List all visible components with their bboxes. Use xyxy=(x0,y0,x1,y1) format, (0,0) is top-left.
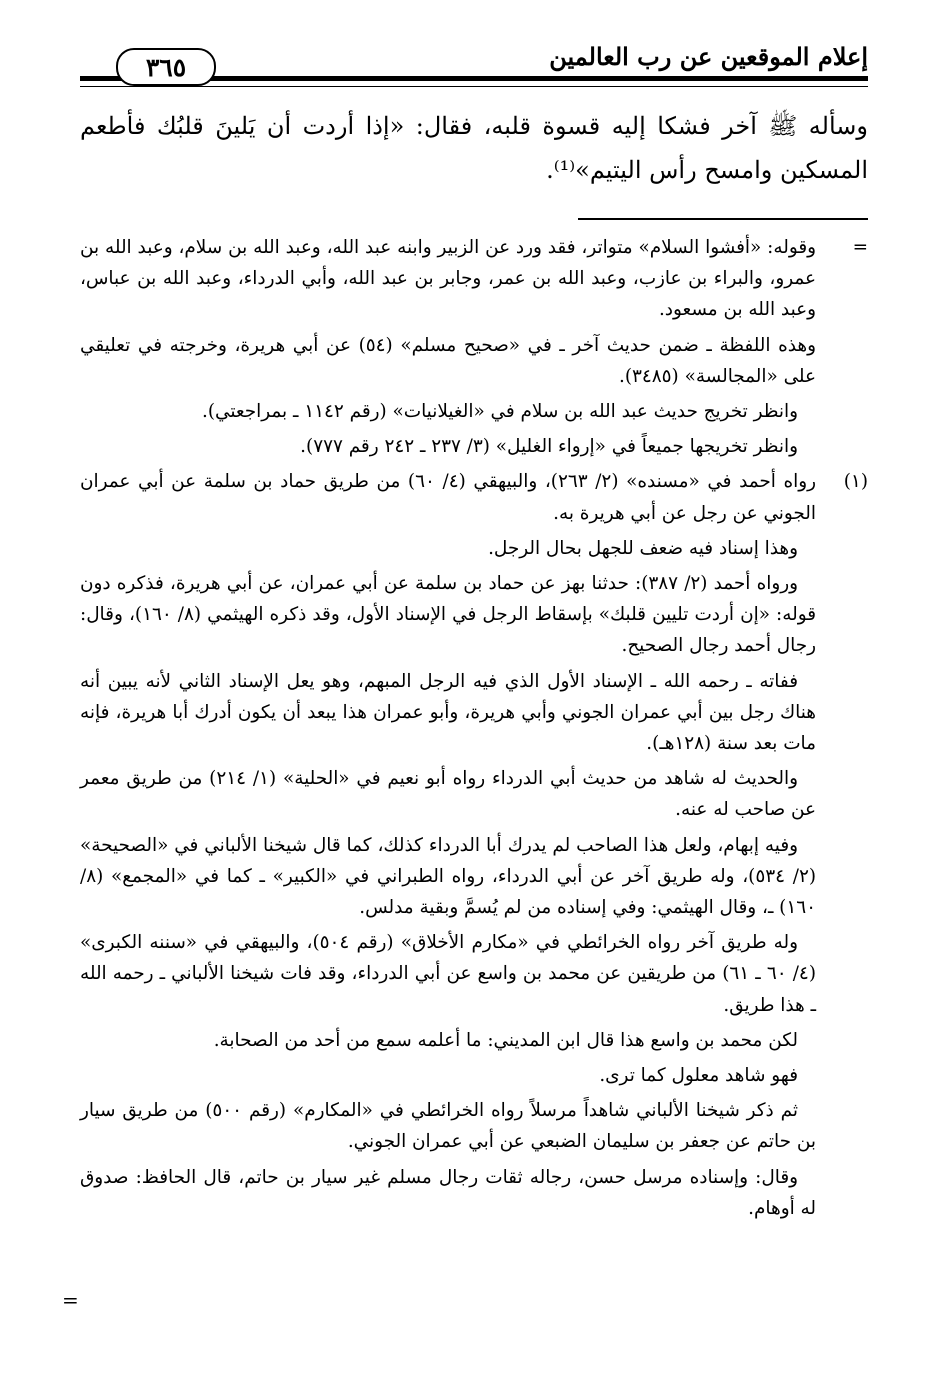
footnote-paragraph xyxy=(80,1095,868,1157)
footnote-paragraph xyxy=(80,568,868,662)
footnote-text: وهذه اللفظة ـ ضمن حديث آخر ـ في «صحيح مسلم» (٥٤) عن أبي هريرة، وخرجته في تعليقي على «المجالسة» (٣٤٨٥). xyxy=(80,334,817,387)
footnote-paragraph xyxy=(80,666,868,760)
footnote-paragraph xyxy=(80,431,868,462)
footnote-text: وانظر تخريج حديث عبد الله بن سلام في «الغيلانيات» (رقم ١١٤٢ ـ بمراجعتي). xyxy=(201,401,798,423)
footnote-text: وهذا إسناد فيه ضعف للجهل بحال الرجل. xyxy=(488,537,798,559)
footnote-paragraph xyxy=(80,830,868,924)
footnote-paragraph xyxy=(80,533,868,564)
page-number: ٣٦٥ xyxy=(116,48,216,86)
bottom-continuation-mark: = xyxy=(62,1288,79,1312)
footnote-paragraph xyxy=(80,1162,868,1224)
footnote-text: وقوله: «أفشوا السلام» متواتر، فقد ورد عن الزبير وابنه عبد الله، وعبد الله بن سلام، وعبد الله بن عمرو، والبراء بن عازب، وعبد الله بن عمر، وجابر بن عبد الله، وأبي الدرداء، وعبد الله بن عباس، وعبد الله بن مسعود. xyxy=(80,237,816,321)
footnote-paragraph xyxy=(80,396,868,427)
footnote-number: (١) xyxy=(843,471,868,493)
footnote-text: لكن محمد بن واسع هذا قال ابن المديني: ما أعلمه سمع من أحد من الصحابة. xyxy=(213,1029,798,1051)
footnote-text: وانظر تخريجها جميعاً في «إرواء الغليل» (٣/ ٢٣٧ ـ ٢٤٢ رقم ٧٧٧). xyxy=(300,436,798,458)
footnote-text: وله طريق آخر رواه الخرائطي في «مكارم الأخلاق» (رقم ٥٠٤)، والبيهقي في «سننه الكبرى» (٤/ ٦٠ ـ ٦١) من طريقين عن محمد بن واسع عن أبي الدرداء، وقد فات شيخنا الألباني ـ رحمه الله ـ هذا طريق. xyxy=(80,932,816,1016)
footnote-paragraph xyxy=(80,466,868,528)
main-text: وسأله ﷺ آخر فشكا إليه قسوة قلبه، فقال: «إذا أردت أن يَلينَ قلبُك فأطعم المسكين وامسح رأس اليتيم»⁽¹⁾. xyxy=(80,112,868,184)
footnote-paragraph xyxy=(80,1060,868,1091)
footnote-text: رواه أحمد في «مسنده» (٢/ ٢٦٣)، والبيهقي (٤/ ٦٠) من طريق حماد بن سلمة عن أبي عمران الجوني عن رجل عن أبي هريرة به. xyxy=(80,471,816,524)
footnote-paragraph xyxy=(80,330,868,392)
running-title: إعلام الموقعين عن رب العالمين xyxy=(549,42,868,71)
footnote-separator xyxy=(578,218,868,220)
footnote-paragraph xyxy=(80,763,868,825)
footnote-paragraph xyxy=(80,232,868,326)
footnote-paragraph xyxy=(80,1025,868,1056)
footnote-paragraph xyxy=(80,927,868,1021)
footnotes xyxy=(80,232,868,1228)
footnote-text: فهو شاهد معلول كما ترى. xyxy=(599,1065,798,1087)
footnote-text: وفيه إبهام، ولعل هذا الصاحب لم يدرك أبا الدرداء كذلك، كما قال شيخنا الألباني في «الصحيحة» (٢/ ٥٣٤)، وله طريق آخر عن أبي الدرداء، رواه الطبراني في «الكبير» ـ كما في «المجمع» (٨/ ١٦٠) ـ، وقال الهيثمي: وفي إسناده من لم يُسمَّ وبقية مدلس. xyxy=(80,834,817,919)
footnote-text: ففاته ـ رحمه الله ـ الإسناد الأول الذي فيه الرجل المبهم، وهو يعل الإسناد الثاني لأنه يبين أنه هناك رجل بين أبي عمران الجوني وأبي هريرة، وأبو عمران هذا يبعد أن يكون أدرك أبا هريرة، فإنه مات بعد سنة (١٢٨هـ). xyxy=(80,670,816,755)
continuation-mark: = xyxy=(852,237,868,258)
page-header xyxy=(80,38,868,98)
footnote-text: ثم ذكر شيخنا الألباني شاهداً مرسلاً رواه الخرائطي في «المكارم» (رقم ٥٠٠) من طريق سيار بن حاتم عن جعفر بن سليمان الضبعي عن أبي عمران الجوني. xyxy=(80,1100,816,1153)
header-rule-thin xyxy=(80,86,868,87)
footnote-text: وقال: وإسناده مرسل حسن، رجاله ثقات رجال مسلم غير سيار بن حاتم، قال الحافظ: صدوق له أوهام. xyxy=(80,1166,816,1219)
footnote-text: والحديث له شاهد من حديث أبي الدرداء رواه أبو نعيم في «الحلية» (١/ ٢١٤) من طريق معمر عن صاحب له عنه. xyxy=(80,768,816,821)
footnote-text: ورواه أحمد (٢/ ٣٨٧): حدثنا بهز عن حماد بن سلمة عن أبي عمران، عن أبي هريرة، فذكره دون قوله: «إن أردت تليين قلبك» بإسقاط الرجل في الإسناد الأول، وقد ذكره الهيثمي (٨/ ١٦٠)، وقال: رجال أحمد رجال الصحيح. xyxy=(80,573,817,657)
